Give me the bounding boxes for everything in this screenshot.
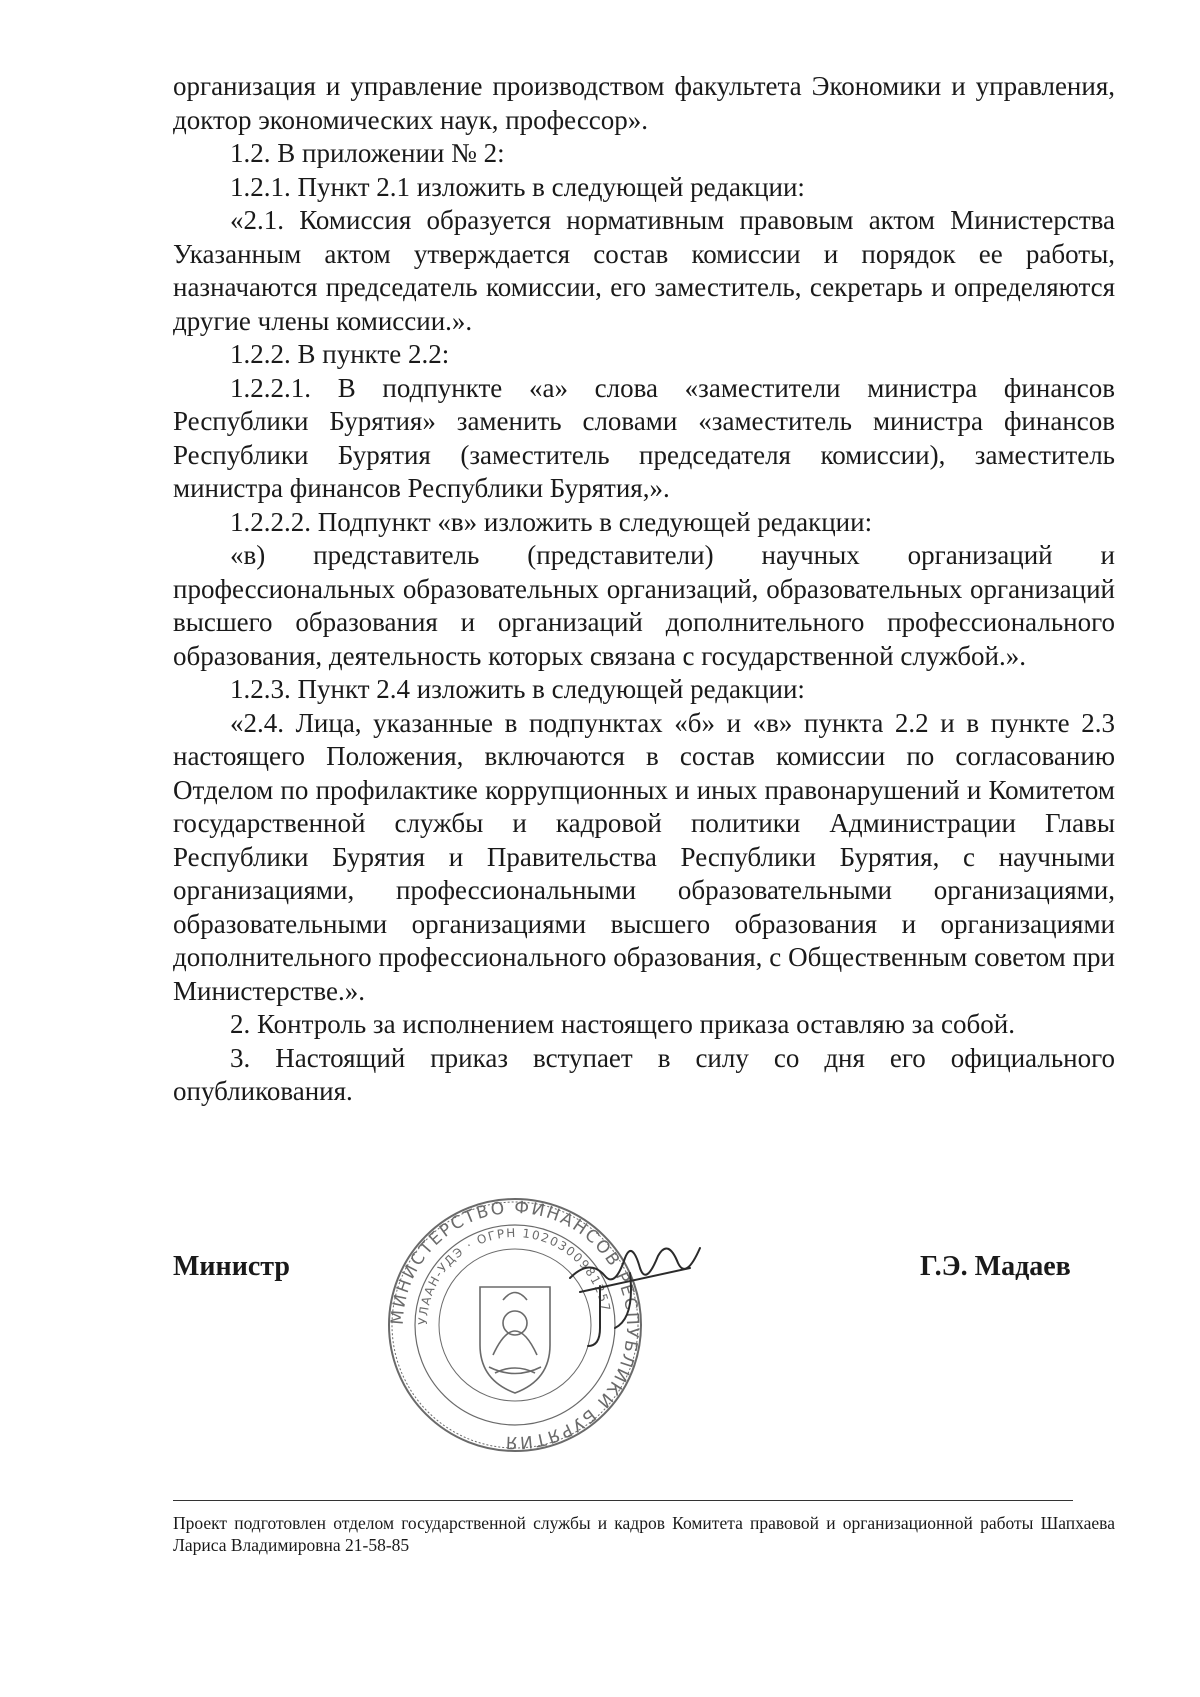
paragraph-continuation: организация и управление производством факультета Экономики и управления, доктор экономических наук, профессор».	[173, 71, 1115, 135]
footer-divider	[173, 1500, 1073, 1501]
paragraph-1-2-2-2: 1.2.2.2. Подпункт «в» изложить в следующей редакции:	[230, 506, 873, 537]
paragraph-3-effect: 3. Настоящий приказ вступает в силу со дня его официального опубликования.	[173, 1042, 1115, 1106]
paragraph-quote-2-4: «2.4. Лица, указанные в подпунктах «б» и «в» пункта 2.2 и в пункте 2.3 настоящего Положения, включаются в состав комиссии по согласованию Отделом по профилактике коррупционных и иных правонарушений и Комитетом государственной службы и кадровой политики Администрации Главы Республики Бурятия и Правительства Республики Бурятия, с научными организациями, профессиональными образовательными организациями, образовательными организациями высшего образования и организациями дополнительного профессионального образования, с Общественным советом при Министерстве.».	[173, 707, 1115, 1006]
signatory-position: Министр	[173, 1251, 290, 1282]
signatory-name: Г.Э. Мадаев	[920, 1251, 1071, 1282]
paragraph-1-2-3: 1.2.3. Пункт 2.4 изложить в следующей редакции:	[230, 674, 805, 704]
paragraph-quote-v: «в) представитель (представители) научных организаций и профессиональных образовательных организаций, образовательных организаций высшего образования и организаций дополнительного профессионального образования, деятельность которых связана с государственной службой.».	[173, 540, 1115, 671]
paragraph-quote-2-1: «2.1. Комиссия образуется нормативным правовым актом Министерства Указанным актом утверждается состав комиссии и порядок ее работы, назначаются председатель комиссии, его заместитель, секретарь и определяются другие члены комиссии.».	[173, 205, 1115, 336]
paragraph-1-2-2: 1.2.2. В пункте 2.2:	[230, 339, 450, 369]
paragraph-1-2: 1.2. В приложении № 2:	[230, 138, 505, 168]
document-body	[173, 70, 1115, 1109]
svg-text:МИНИСТЕРСТВО ФИНАНСОВ РЕСПУБЛИ: МИНИСТЕРСТВО ФИНАНСОВ РЕСПУБЛИКИ БУРЯТИЯ	[387, 1197, 643, 1453]
paragraph-2-control: 2. Контроль за исполнением настоящего приказа оставляю за собой.	[230, 1009, 1015, 1039]
paragraph-1-2-2-1: 1.2.2.1. В подпункте «а» слова «заместители министра финансов Республики Бурятия» заменить словами «заместитель министра финансов Республики Бурятия (заместитель председателя комиссии), заместитель министра финансов Республики Бурятия,».	[173, 372, 1115, 503]
coat-of-arms-icon	[480, 1287, 550, 1393]
svg-text:УЛААН-УДЭ · ОГРН 1020300981257: УЛААН-УДЭ · ОГРН 1020300981257	[415, 1225, 614, 1326]
handwritten-signature-icon	[560, 1228, 720, 1358]
footer-note: Проект подготовлен отделом государственной службы и кадров Комитета правовой и организационной работы Шапхаева Лариса Владимировна 21-58-85	[173, 1513, 1115, 1555]
paragraph-1-2-1: 1.2.1. Пункт 2.1 изложить в следующей редакции:	[230, 171, 805, 202]
